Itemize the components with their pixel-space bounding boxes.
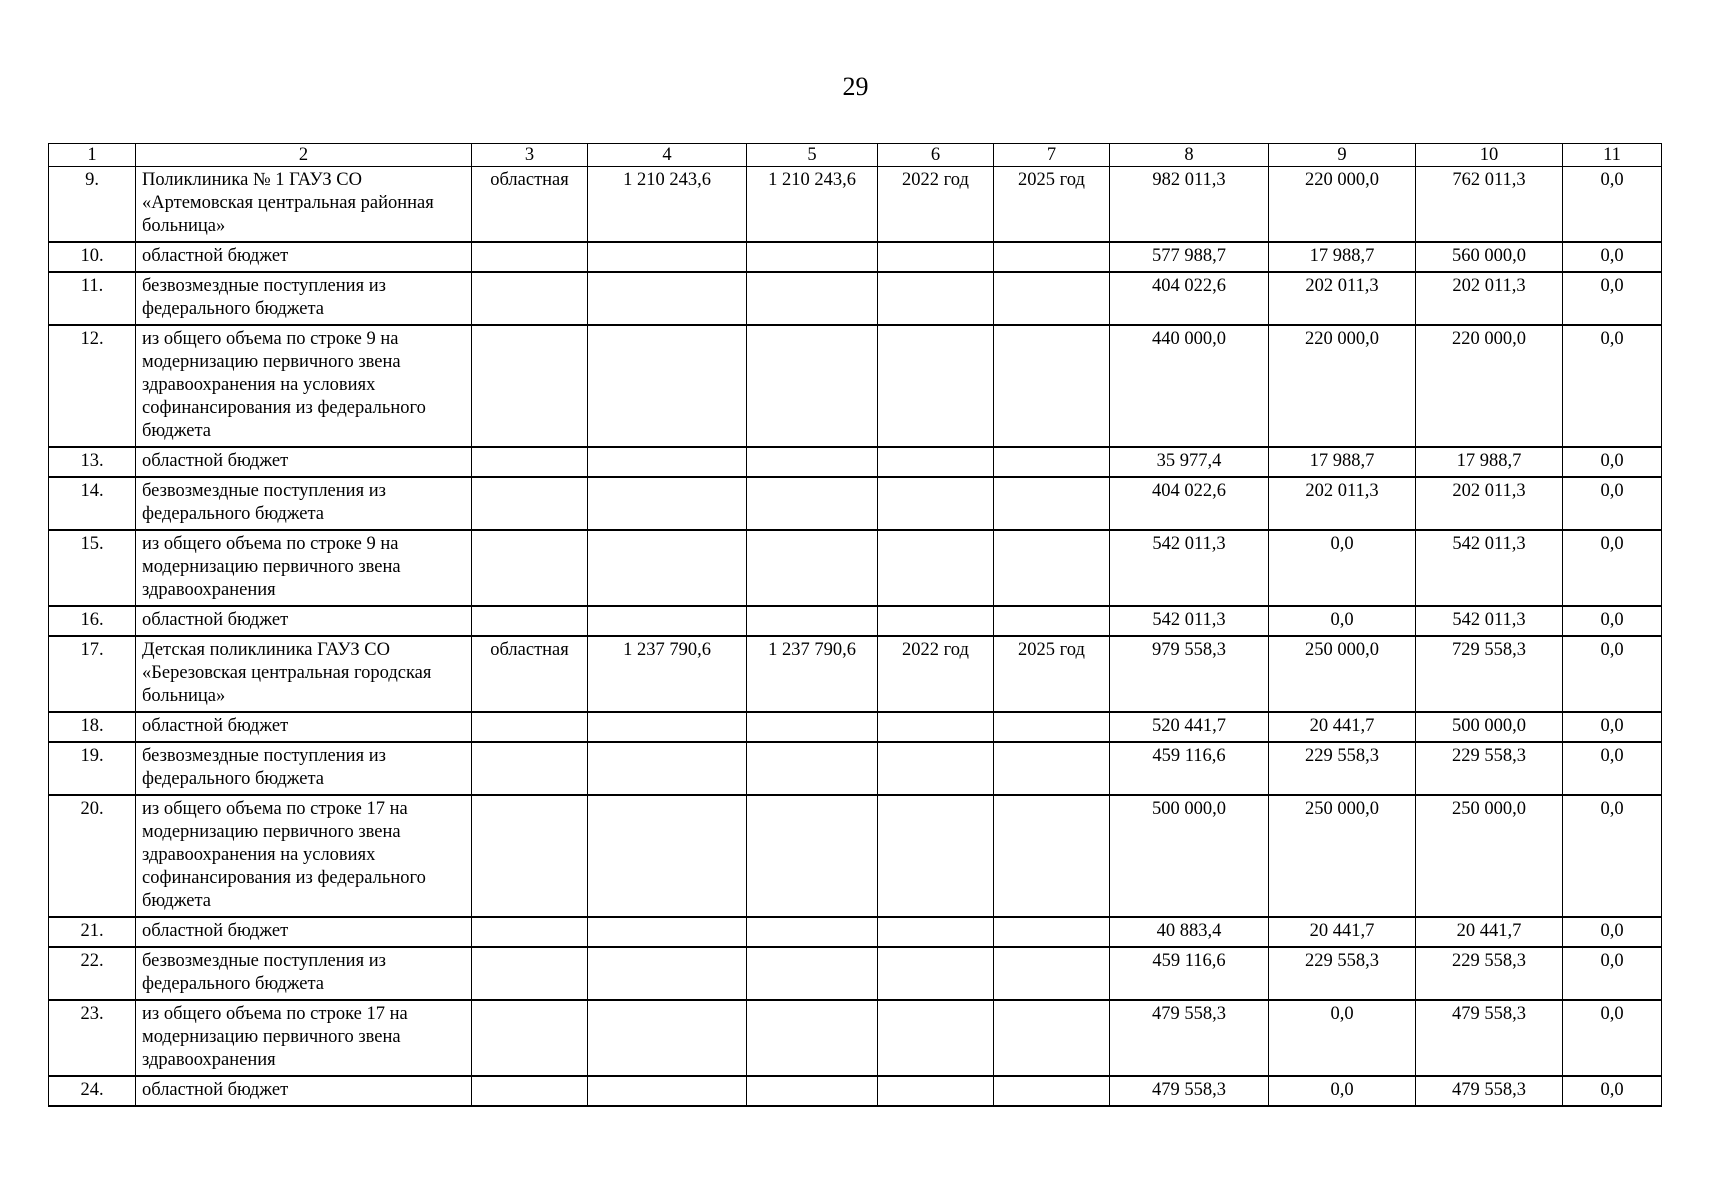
funding-year-1-cell: 229 558,3 — [1269, 947, 1416, 1000]
table-row — [49, 272, 1662, 325]
row-number-cell: 18. — [49, 712, 136, 742]
row-number-cell: 11. — [49, 272, 136, 325]
start-year-cell: 2022 год — [878, 636, 994, 712]
end-year-cell — [994, 917, 1110, 947]
column-header: 8 — [1110, 144, 1269, 167]
funding-year-1-cell: 17 988,7 — [1269, 242, 1416, 272]
column-header: 11 — [1563, 144, 1662, 167]
row-name-cell: Поликлиника № 1 ГАУЗ СО «Артемовская центральная районная больница» — [136, 167, 472, 243]
row-number-cell: 9. — [49, 167, 136, 243]
remaining-cost-cell — [747, 917, 878, 947]
column-header: 5 — [747, 144, 878, 167]
row-name-cell: областной бюджет — [136, 447, 472, 477]
end-year-cell — [994, 742, 1110, 795]
start-year-cell — [878, 530, 994, 606]
estimated-cost-cell — [588, 1076, 747, 1106]
row-number-cell: 19. — [49, 742, 136, 795]
significance-cell — [472, 742, 588, 795]
funding-year-3-cell: 0,0 — [1563, 917, 1662, 947]
significance-cell — [472, 606, 588, 636]
start-year-cell: 2022 год — [878, 167, 994, 243]
row-name-cell: Детская поликлиника ГАУЗ СО «Березовская центральная городская больница» — [136, 636, 472, 712]
remaining-cost-cell — [747, 477, 878, 530]
end-year-cell — [994, 447, 1110, 477]
estimated-cost-cell: 1 237 790,6 — [588, 636, 747, 712]
funding-year-2-cell: 542 011,3 — [1416, 606, 1563, 636]
start-year-cell — [878, 712, 994, 742]
start-year-cell — [878, 742, 994, 795]
funding-year-1-cell: 20 441,7 — [1269, 917, 1416, 947]
column-header: 6 — [878, 144, 994, 167]
funding-year-2-cell: 17 988,7 — [1416, 447, 1563, 477]
total-funding-cell: 520 441,7 — [1110, 712, 1269, 742]
row-number-cell: 15. — [49, 530, 136, 606]
row-name-cell: из общего объема по строке 17 на модернизацию первичного звена здравоохранения на условиях софинансирования из федерального бюджета — [136, 795, 472, 917]
funding-year-2-cell: 542 011,3 — [1416, 530, 1563, 606]
end-year-cell — [994, 1000, 1110, 1076]
estimated-cost-cell — [588, 947, 747, 1000]
funding-year-3-cell: 0,0 — [1563, 636, 1662, 712]
funding-year-3-cell: 0,0 — [1563, 947, 1662, 1000]
funding-year-2-cell: 762 011,3 — [1416, 167, 1563, 243]
table-row — [49, 530, 1662, 606]
start-year-cell — [878, 606, 994, 636]
start-year-cell — [878, 447, 994, 477]
funding-year-2-cell: 729 558,3 — [1416, 636, 1563, 712]
funding-year-2-cell: 220 000,0 — [1416, 325, 1563, 447]
funding-year-3-cell: 0,0 — [1563, 325, 1662, 447]
significance-cell — [472, 325, 588, 447]
significance-cell — [472, 477, 588, 530]
remaining-cost-cell — [747, 1000, 878, 1076]
page-number: 29 — [842, 72, 869, 101]
start-year-cell — [878, 1000, 994, 1076]
table-row — [49, 242, 1662, 272]
total-funding-cell: 35 977,4 — [1110, 447, 1269, 477]
total-funding-cell: 404 022,6 — [1110, 272, 1269, 325]
table-row — [49, 1076, 1662, 1106]
end-year-cell — [994, 325, 1110, 447]
column-header: 9 — [1269, 144, 1416, 167]
significance-cell — [472, 242, 588, 272]
row-name-cell: из общего объема по строке 9 на модернизацию первичного звена здравоохранения на условиях софинансирования из федерального бюджета — [136, 325, 472, 447]
estimated-cost-cell — [588, 712, 747, 742]
remaining-cost-cell — [747, 712, 878, 742]
funding-year-1-cell: 0,0 — [1269, 1000, 1416, 1076]
start-year-cell — [878, 1076, 994, 1106]
column-header: 7 — [994, 144, 1110, 167]
table-body — [49, 167, 1662, 1107]
total-funding-cell: 979 558,3 — [1110, 636, 1269, 712]
remaining-cost-cell — [747, 325, 878, 447]
table-row — [49, 795, 1662, 917]
funding-year-2-cell: 500 000,0 — [1416, 712, 1563, 742]
row-name-cell: из общего объема по строке 17 на модернизацию первичного звена здравоохранения — [136, 1000, 472, 1076]
row-name-cell: областной бюджет — [136, 712, 472, 742]
funding-year-3-cell: 0,0 — [1563, 477, 1662, 530]
table-row — [49, 477, 1662, 530]
funding-year-3-cell: 0,0 — [1563, 606, 1662, 636]
funding-year-2-cell: 202 011,3 — [1416, 272, 1563, 325]
estimated-cost-cell — [588, 530, 747, 606]
start-year-cell — [878, 477, 994, 530]
funding-year-1-cell: 0,0 — [1269, 1076, 1416, 1106]
table-row — [49, 636, 1662, 712]
funding-year-3-cell: 0,0 — [1563, 712, 1662, 742]
row-name-cell: областной бюджет — [136, 917, 472, 947]
funding-year-3-cell: 0,0 — [1563, 447, 1662, 477]
funding-year-1-cell: 250 000,0 — [1269, 636, 1416, 712]
row-name-cell: из общего объема по строке 9 на модернизацию первичного звена здравоохранения — [136, 530, 472, 606]
total-funding-cell: 440 000,0 — [1110, 325, 1269, 447]
table-row — [49, 1000, 1662, 1076]
end-year-cell — [994, 477, 1110, 530]
funding-year-1-cell: 220 000,0 — [1269, 167, 1416, 243]
remaining-cost-cell — [747, 606, 878, 636]
estimated-cost-cell — [588, 477, 747, 530]
total-funding-cell: 404 022,6 — [1110, 477, 1269, 530]
total-funding-cell: 479 558,3 — [1110, 1076, 1269, 1106]
estimated-cost-cell — [588, 242, 747, 272]
funding-year-1-cell: 250 000,0 — [1269, 795, 1416, 917]
start-year-cell — [878, 795, 994, 917]
estimated-cost-cell — [588, 795, 747, 917]
row-number-cell: 22. — [49, 947, 136, 1000]
row-number-cell: 24. — [49, 1076, 136, 1106]
end-year-cell — [994, 530, 1110, 606]
table-row — [49, 447, 1662, 477]
remaining-cost-cell — [747, 1076, 878, 1106]
estimated-cost-cell — [588, 606, 747, 636]
remaining-cost-cell — [747, 272, 878, 325]
table-row — [49, 167, 1662, 243]
funding-year-1-cell: 0,0 — [1269, 606, 1416, 636]
row-number-cell: 14. — [49, 477, 136, 530]
total-funding-cell: 577 988,7 — [1110, 242, 1269, 272]
estimated-cost-cell — [588, 1000, 747, 1076]
row-number-cell: 10. — [49, 242, 136, 272]
funding-year-2-cell: 479 558,3 — [1416, 1076, 1563, 1106]
row-name-cell: безвозмездные поступления из федерального бюджета — [136, 272, 472, 325]
funding-year-3-cell: 0,0 — [1563, 795, 1662, 917]
end-year-cell: 2025 год — [994, 167, 1110, 243]
table-row — [49, 712, 1662, 742]
remaining-cost-cell — [747, 742, 878, 795]
funding-year-2-cell: 229 558,3 — [1416, 742, 1563, 795]
table-row — [49, 325, 1662, 447]
funding-year-3-cell: 0,0 — [1563, 242, 1662, 272]
funding-year-1-cell: 202 011,3 — [1269, 477, 1416, 530]
funding-year-2-cell: 479 558,3 — [1416, 1000, 1563, 1076]
end-year-cell — [994, 272, 1110, 325]
significance-cell — [472, 917, 588, 947]
table-row — [49, 742, 1662, 795]
funding-year-3-cell: 0,0 — [1563, 1000, 1662, 1076]
total-funding-cell: 500 000,0 — [1110, 795, 1269, 917]
estimated-cost-cell — [588, 272, 747, 325]
estimated-cost-cell — [588, 325, 747, 447]
significance-cell: областная — [472, 636, 588, 712]
end-year-cell: 2025 год — [994, 636, 1110, 712]
column-header: 4 — [588, 144, 747, 167]
estimated-cost-cell — [588, 917, 747, 947]
funding-year-1-cell: 229 558,3 — [1269, 742, 1416, 795]
row-name-cell: безвозмездные поступления из федерального бюджета — [136, 742, 472, 795]
significance-cell — [472, 795, 588, 917]
significance-cell — [472, 1076, 588, 1106]
funding-year-2-cell: 20 441,7 — [1416, 917, 1563, 947]
end-year-cell — [994, 795, 1110, 917]
significance-cell — [472, 530, 588, 606]
row-number-cell: 17. — [49, 636, 136, 712]
significance-cell — [472, 272, 588, 325]
row-name-cell: безвозмездные поступления из федерального бюджета — [136, 947, 472, 1000]
funding-year-1-cell: 202 011,3 — [1269, 272, 1416, 325]
remaining-cost-cell — [747, 947, 878, 1000]
remaining-cost-cell: 1 237 790,6 — [747, 636, 878, 712]
funding-year-3-cell: 0,0 — [1563, 1076, 1662, 1106]
row-name-cell: областной бюджет — [136, 606, 472, 636]
end-year-cell — [994, 1076, 1110, 1106]
total-funding-cell: 479 558,3 — [1110, 1000, 1269, 1076]
funding-year-3-cell: 0,0 — [1563, 742, 1662, 795]
funding-year-3-cell: 0,0 — [1563, 272, 1662, 325]
column-number-header-row — [49, 144, 1662, 167]
estimated-cost-cell — [588, 447, 747, 477]
row-name-cell: безвозмездные поступления из федерального бюджета — [136, 477, 472, 530]
row-number-cell: 21. — [49, 917, 136, 947]
significance-cell — [472, 947, 588, 1000]
table-row — [49, 606, 1662, 636]
remaining-cost-cell — [747, 242, 878, 272]
funding-year-1-cell: 220 000,0 — [1269, 325, 1416, 447]
column-header: 10 — [1416, 144, 1563, 167]
estimated-cost-cell: 1 210 243,6 — [588, 167, 747, 243]
total-funding-cell: 459 116,6 — [1110, 947, 1269, 1000]
total-funding-cell: 40 883,4 — [1110, 917, 1269, 947]
row-name-cell: областной бюджет — [136, 242, 472, 272]
funding-year-2-cell: 202 011,3 — [1416, 477, 1563, 530]
budget-table — [48, 143, 1662, 1107]
end-year-cell — [994, 712, 1110, 742]
end-year-cell — [994, 606, 1110, 636]
funding-year-3-cell: 0,0 — [1563, 167, 1662, 243]
total-funding-cell: 459 116,6 — [1110, 742, 1269, 795]
start-year-cell — [878, 242, 994, 272]
row-number-cell: 16. — [49, 606, 136, 636]
start-year-cell — [878, 947, 994, 1000]
funding-year-2-cell: 250 000,0 — [1416, 795, 1563, 917]
end-year-cell — [994, 242, 1110, 272]
funding-year-1-cell: 0,0 — [1269, 530, 1416, 606]
estimated-cost-cell — [588, 742, 747, 795]
row-number-cell: 13. — [49, 447, 136, 477]
significance-cell — [472, 712, 588, 742]
remaining-cost-cell — [747, 795, 878, 917]
remaining-cost-cell — [747, 530, 878, 606]
column-header: 2 — [136, 144, 472, 167]
funding-year-2-cell: 229 558,3 — [1416, 947, 1563, 1000]
total-funding-cell: 982 011,3 — [1110, 167, 1269, 243]
significance-cell — [472, 1000, 588, 1076]
total-funding-cell: 542 011,3 — [1110, 530, 1269, 606]
total-funding-cell: 542 011,3 — [1110, 606, 1269, 636]
funding-year-1-cell: 17 988,7 — [1269, 447, 1416, 477]
significance-cell — [472, 447, 588, 477]
funding-year-1-cell: 20 441,7 — [1269, 712, 1416, 742]
end-year-cell — [994, 947, 1110, 1000]
funding-year-2-cell: 560 000,0 — [1416, 242, 1563, 272]
column-header: 1 — [49, 144, 136, 167]
table-row — [49, 947, 1662, 1000]
row-name-cell: областной бюджет — [136, 1076, 472, 1106]
start-year-cell — [878, 272, 994, 325]
table-row — [49, 917, 1662, 947]
remaining-cost-cell: 1 210 243,6 — [747, 167, 878, 243]
row-number-cell: 23. — [49, 1000, 136, 1076]
column-header: 3 — [472, 144, 588, 167]
row-number-cell: 20. — [49, 795, 136, 917]
funding-year-3-cell: 0,0 — [1563, 530, 1662, 606]
row-number-cell: 12. — [49, 325, 136, 447]
remaining-cost-cell — [747, 447, 878, 477]
significance-cell: областная — [472, 167, 588, 243]
start-year-cell — [878, 917, 994, 947]
start-year-cell — [878, 325, 994, 447]
